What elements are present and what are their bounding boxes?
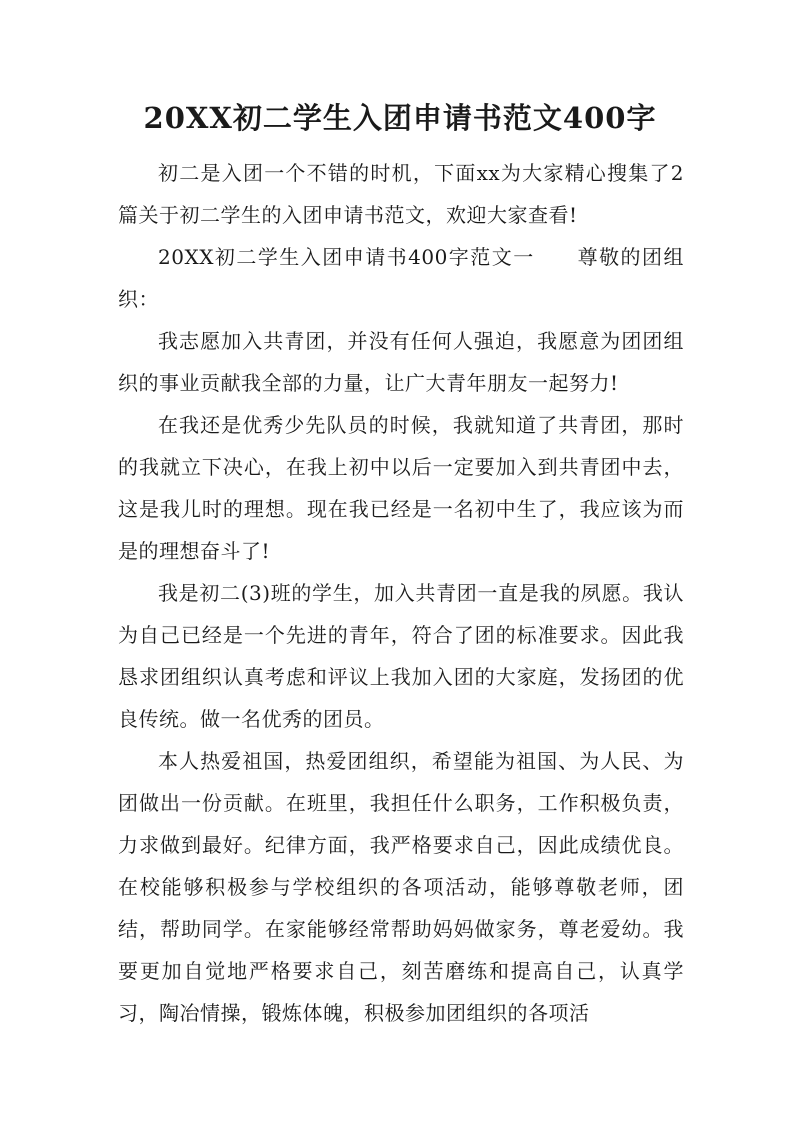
document-title: 20XX初二学生入团申请书范文400字 [143, 101, 657, 135]
paragraph-intro: 初二是入团一个不错的时机，下面xx为大家精心搜集了2篇关于初二学生的入团申请书范文，欢迎大家查看! [118, 161, 684, 227]
document-body [118, 152, 684, 1034]
paragraph-childhood-dream: 在我还是优秀少先队员的时候，我就知道了共青团，那时的我就立下决心，在我上初中以后一定要加入到共青团中去，这是我儿时的理想。现在我已经是一名初中生了，我应该为而是的理想奋斗了! [118, 413, 684, 563]
paragraph-class-wish: 我是初二(3)班的学生，加入共青团一直是我的夙愿。我认为自己已经是一个先进的青年，符合了团的标准要求。因此我恳求团组织认真考虑和评议上我加入团的大家庭，发扬团的优良传统。做一名优秀的团员。 [118, 581, 684, 731]
paragraph-volunteer: 我志愿加入共青团，并没有任何人强迫，我愿意为团团组织的事业贡献我全部的力量，让广大青年朋友一起努力! [118, 329, 684, 395]
paragraph-heading-salutation: 20XX初二学生入团申请书400字范文一 尊敬的团组织： [118, 245, 684, 311]
paragraph-self-description: 本人热爱祖国，热爱团组织，希望能为祖国、为人民、为团做出一份贡献。在班里，我担任什么职务，工作积极负责，力求做到最好。纪律方面，我严格要求自己，因此成绩优良。在校能够积极参与学校组织的各项活动，能够尊敬老师，团结，帮助同学。在家能够经常帮助妈妈做家务，尊老爱幼。我要更加自觉地严格要求自己，刻苦磨练和提高自己，认真学习，陶冶情操，锻炼体魄，积极参加团组织的各项活 [118, 749, 684, 1025]
